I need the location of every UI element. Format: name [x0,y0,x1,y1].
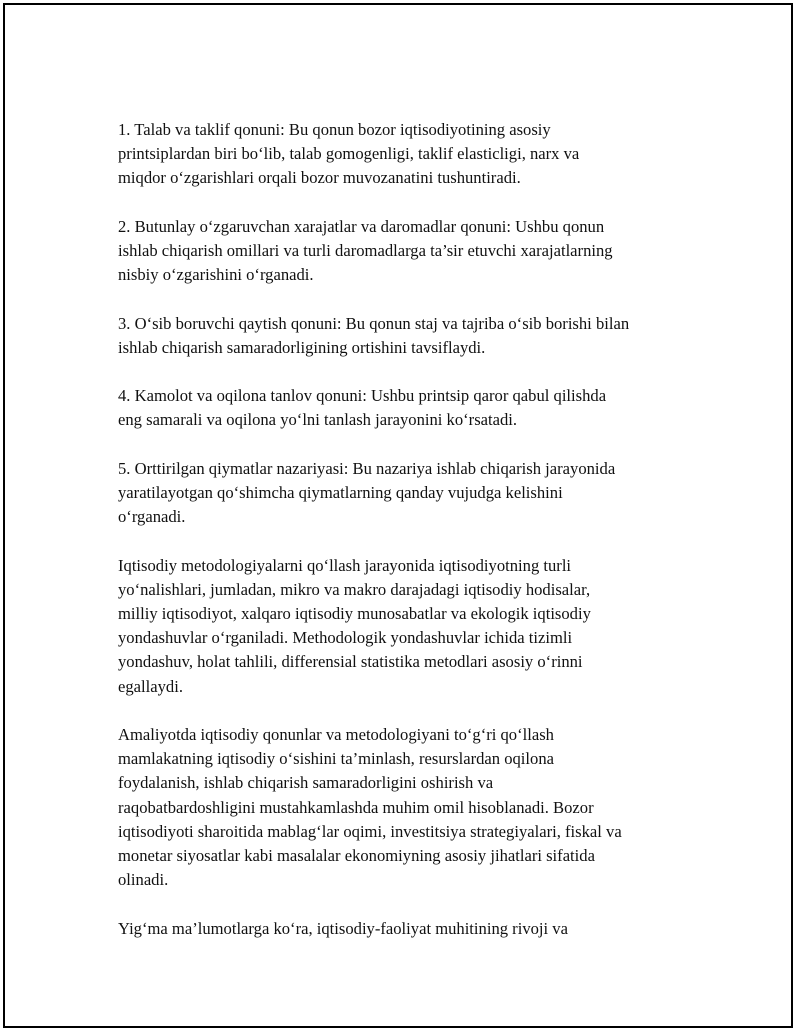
text-line: nisbiy o‘zgarishini o‘rganadi. [118,265,314,285]
text-line: o‘rganadi. [118,507,186,527]
text-line: ishlab chiqarish samaradorligining ortishini tavsiflaydi. [118,337,486,357]
text-line: 3. O‘sib boruvchi qaytish qonuni: Bu qonun staj va tajriba o‘sib borishi bilan [118,313,630,333]
paragraph-methodology [118,554,678,699]
text-line: yo‘nalishlari, jumladan, mikro va makro darajadagi iqtisodiy hodisalar, [118,579,591,599]
text-line: raqobatbardoshligini mustahkamlashda muhim omil hisoblanadi. Bozor [118,797,594,817]
text-line: mamlakatning iqtisodiy o‘sishini ta’minlash, resurslardan oqilona [118,749,554,769]
text-line: 5. Orttirilgan qiymatlar nazariyasi: Bu nazariya ishlab chiqarish jarayonida [118,458,616,478]
text-line: eng samarali va oqilona yo‘lni tanlash jarayonini ko‘rsatadi. [118,410,518,430]
text-line: 4. Kamolot va oqilona tanlov qonuni: Ushbu printsip qaror qabul qilishda [118,386,607,406]
paragraph-summary [118,917,678,941]
text-line: monetar siyosatlar kabi masalalar ekonomiyning asosiy jihatlari sifatida [118,846,595,865]
paragraph-law-4 [118,384,678,432]
text-line: ishlab chiqarish omillari va turli daromadlarga ta’sir etuvchi xarajatlarning [118,241,613,260]
text-line: Iqtisodiy metodologiyalarni qo‘llash jarayonida iqtisodiyotning turli [118,555,572,575]
text-line: yondashuv, holat tahlili, differensial statistika metodlari asosiy o‘rinni [118,652,583,672]
text-line: olinadi. [118,870,169,890]
text-line: 2. Butunlay o‘zgaruvchan xarajatlar va daromadlar qonuni: Ushbu qonun [118,216,605,236]
text-line: iqtisodiyoti sharoitida mablag‘lar oqimi, investitsiya strategiyalari, fiskal va [118,821,622,841]
text-line: yondashuvlar o‘rganiladi. Methodologik yondashuvlar ichida tizimli [118,628,573,648]
text-line: egallaydi. [118,676,183,696]
text-line: printsiplardan biri bo‘lib, talab gomogenligi, taklif elasticligi, narx va [118,144,580,164]
text-line: Yig‘ma ma’lumotlarga ko‘ra, iqtisodiy-faoliyat muhitining rivoji va [118,918,568,938]
text-line: yaratilayotgan qo‘shimcha qiymatlarning qanday vujudga kelishini [118,482,563,502]
paragraph-law-2 [118,215,678,288]
document-body [118,118,678,965]
paragraph-practice [118,723,678,892]
text-line: 1. Talab va taklif qonuni: Bu qonun bozor iqtisodiyotining asosiy [118,120,551,139]
paragraph-law-3 [118,312,678,360]
paragraph-law-5 [118,457,678,530]
text-line: miqdor o‘zgarishlari orqali bozor muvozanatini tushuntiradi. [118,168,521,188]
text-line: Amaliyotda iqtisodiy qonunlar va metodologiyani to‘g‘ri qo‘llash [118,724,554,744]
text-line: milliy iqtisodiyot, xalqaro iqtisodiy munosabatlar va ekologik iqtisodiy [118,603,591,623]
text-line: foydalanish, ishlab chiqarish samaradorligini oshirish va [118,773,494,793]
paragraph-law-1 [118,118,678,191]
